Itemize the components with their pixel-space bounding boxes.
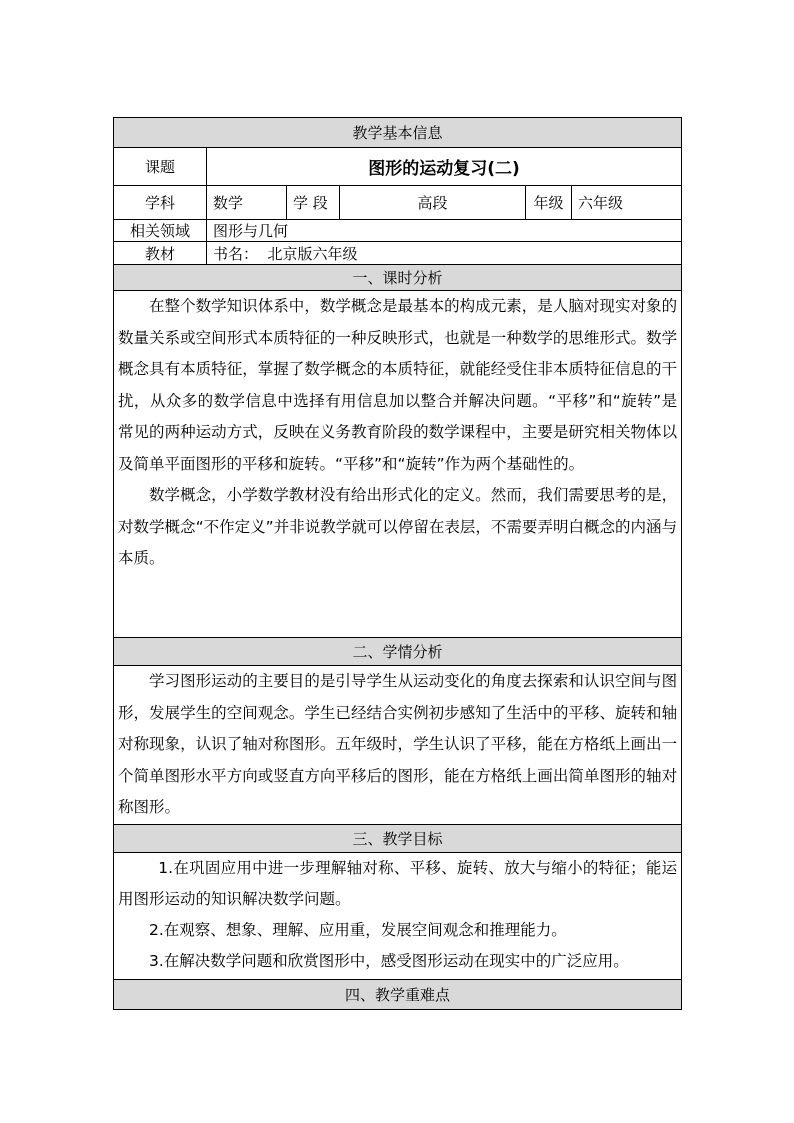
stage-value: 高段 (340, 186, 526, 220)
textbook-value: 书名： 北京版六年级 (207, 242, 682, 265)
basic-info-header: 教学基本信息 (114, 118, 682, 148)
lesson-analysis-header: 一、课时分析 (114, 265, 682, 291)
topic-value: 图形的运动复习(二) (207, 148, 682, 186)
student-analysis-paragraph: 学习图形运动的主要目的是引导学生从运动变化的角度去探索和认识空间与图形，发展学生的空间观念。学生已经结合实例初步感知了生活中的平移、旋转和轴对称现象，认识了轴对称图形。五年级时，学生认识了平移，能在方格纸上画出一个简单图形水平方向或竖直方向平移后的图形，能在方格纸上画出简单图形的轴对称图形。 (118, 672, 678, 816)
grade-label: 年级 (526, 186, 572, 220)
objectives-header: 三、教学目标 (114, 825, 682, 853)
topic-label: 课题 (114, 148, 207, 186)
lesson-analysis-paragraph: 在整个数学知识体系中，数学概念是最基本的构成元素，是人脑对现实对象的数量关系或空间形式本质特征的一种反映形式，也就是一种数学的思维形式。数学概念具有本质特征，掌握了数学概念的本质特征，就能经受住非本质特征信息的干扰，从众多的数学信息中选择有用信息加以整合并解决问题。“平移”和“旋转”是常见的两种运动方式，反映在义务教育阶段的数学课程中，主要是研究相关物体以及简单平面图形的平移和旋转。“平移”和“旋转”作为两个基础性的。 (118, 297, 678, 473)
textbook-label: 教材 (114, 242, 207, 265)
objective-item: 1.在巩固应用中进一步理解轴对称、平移、旋转、放大与缩小的特征；能运用图形运动的知识解决数学问题。 (118, 859, 678, 908)
objective-item: 2.在观察、想象、理解、应用重，发展空间观念和推理能力。 (149, 921, 567, 939)
grade-value: 六年级 (572, 186, 682, 220)
subject-label: 学科 (114, 186, 207, 220)
student-analysis-body (114, 666, 682, 825)
lesson-plan-table (113, 117, 682, 1010)
student-analysis-header: 二、学情分析 (114, 638, 682, 666)
field-label: 相关领域 (114, 220, 207, 242)
field-value: 图形与几何 (207, 220, 682, 242)
objective-item: 3.在解决数学问题和欣赏图形中，感受图形运动在现实中的广泛应用。 (149, 952, 629, 970)
objectives-body (114, 853, 682, 980)
stage-label: 学 段 (287, 186, 340, 220)
subject-value: 数学 (207, 186, 287, 220)
lesson-analysis-body (114, 291, 682, 638)
lesson-analysis-paragraph: 数学概念，小学数学教材没有给出形式化的定义。然而，我们需要思考的是，对数学概念“不作定义”并非说教学就可以停留在表层，不需要弄明白概念的内涵与本质。 (118, 486, 678, 567)
key-points-header: 四、教学重难点 (114, 980, 682, 1010)
